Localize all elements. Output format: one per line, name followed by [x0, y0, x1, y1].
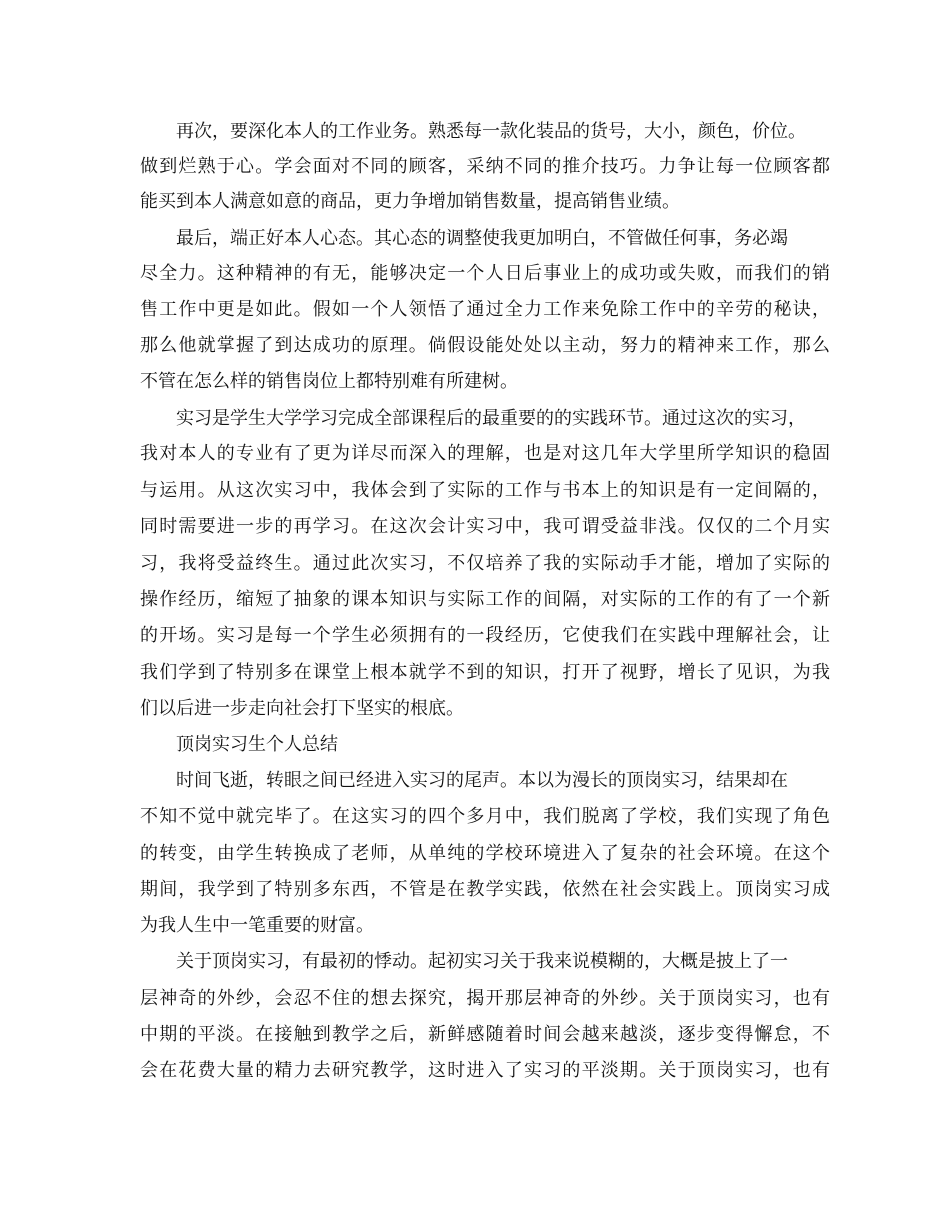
section-title: 顶岗实习生个人总结: [176, 734, 338, 755]
text-line: 我们学到了特别多在课堂上根本就学不到的知识，打开了视野，增长了见识，为我: [140, 662, 830, 683]
text-line: 不知不觉中就完毕了。在这实习的四个多月中，我们脱离了学校，我们实现了角色: [140, 806, 830, 827]
text-line: 我对本人的专业有了更为详尽而深入的理解，也是对这几年大学里所学知识的稳固: [140, 443, 830, 464]
text-line: 为我人生中一笔重要的财富。: [140, 915, 374, 936]
text-line: 尽全力。这种精神的有无，能够决定一个人日后事业上的成功或失败，而我们的销: [140, 263, 830, 284]
text-line: 层神奇的外纱，会忍不住的想去探究，揭开那层神奇的外纱。关于顶岗实习，也有: [140, 988, 830, 1009]
text-line: 同时需要进一步的再学习。在这次会计实习中，我可谓受益非浅。仅仅的二个月实: [140, 516, 830, 537]
text-line: 的开场。实习是每一个学生必须拥有的一段经历，它使我们在实践中理解社会，让: [140, 625, 830, 646]
text-line: 会在花费大量的精力去研究教学，这时进入了实习的平淡期。关于顶岗实习，也有: [140, 1060, 830, 1081]
text-line: 与运用。从这次实习中，我体会到了实际的工作与书本上的知识是有一定间隔的，: [140, 480, 830, 501]
text-line: 再次，要深化本人的工作业务。熟悉每一款化装品的货号，大小，颜色，价位。: [176, 121, 806, 142]
text-line: 能买到本人满意如意的商品，更力争增加销售数量，提高销售业绩。: [140, 191, 680, 212]
text-line: 不管在怎么样的销售岗位上都特别难有所建树。: [140, 371, 518, 392]
text-line: 那么他就掌握了到达成功的原理。倘假设能处处以主动，努力的精神来工作，那么: [140, 335, 830, 356]
text-line: 中期的平淡。在接触到教学之后，新鲜感随着时间会越来越淡，逐步变得懈怠，不: [140, 1024, 830, 1045]
text-line: 做到烂熟于心。学会面对不同的顾客，采纳不同的推介技巧。力争让每一位顾客都: [140, 156, 830, 177]
text-line: 们以后进一步走向社会打下坚实的根底。: [140, 698, 464, 719]
text-line: 操作经历，缩短了抽象的课本知识与实际工作的间隔，对实际的工作的有了一个新: [140, 589, 830, 610]
text-line: 时间飞逝，转眼之间已经进入实习的尾声。本以为漫长的顶岗实习，结果却在: [176, 770, 788, 791]
text-line: 最后，端正好本人心态。其心态的调整使我更加明白，不管做任何事，务必竭: [176, 228, 788, 249]
text-line: 的转变，由学生转换成了老师，从单纯的学校环境进入了复杂的社会环境。在这个: [140, 843, 830, 864]
text-line: 实习是学生大学学习完成全部课程后的最重要的的实践环节。通过这次的实习，: [176, 408, 806, 429]
text-line: 售工作中更是如此。假如一个人领悟了通过全力工作来免除工作中的辛劳的秘诀，: [140, 299, 830, 320]
text-line: 期间，我学到了特别多东西，不管是在教学实践，依然在社会实践上。顶岗实习成: [140, 879, 830, 900]
text-line: 习，我将受益终生。通过此次实习，不仅培养了我的实际动手才能，增加了实际的: [140, 553, 830, 574]
text-line: 关于顶岗实习，有最初的悸动。起初实习关于我来说模糊的，大概是披上了一: [176, 951, 788, 972]
